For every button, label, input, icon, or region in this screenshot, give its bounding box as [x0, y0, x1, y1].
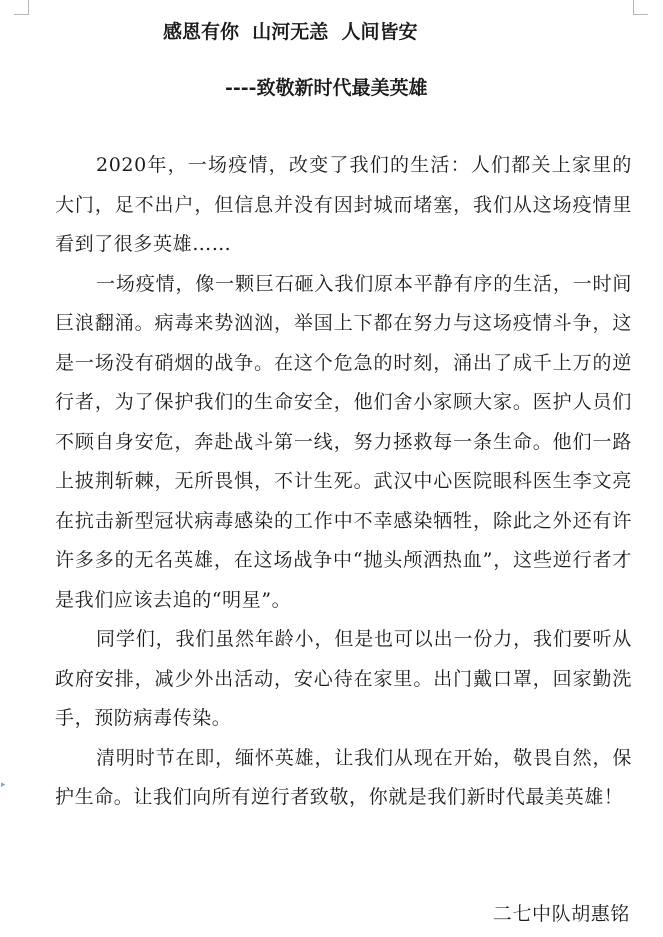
paragraph-3: 同学们，我们虽然年龄小，但是也可以出一份力，我们要听从政府安排，减少外出活动，安心待在家里。出门戴口罩，回家勤洗手，预防病毒传染。	[55, 628, 632, 729]
document-title: 感恩有你 山河无恙 人间皆安	[163, 21, 418, 43]
page-corner-mark-top-right	[633, 0, 648, 15]
margin-marker-icon: ▸	[1, 780, 6, 790]
document-subtitle: ----致敬新时代最美英雄	[225, 77, 428, 99]
paragraph-2: 一场疫情，像一颗巨石砸入我们原本平静有序的生活，一时间巨浪翻涌。病毒来势汹汹，举国上下都在努力与这场疫情斗争，这是一场没有硝烟的战争。在这个危急的时刻，涌出了成千上万的逆行者，为了保护我们的生命安全，他们舍小家顾大家。医护人员们不顾自身安危，奔赴战斗第一线，努力拯救每一条生命。他们一路上披荆斩棘，无所畏惧，不计生死。武汉中心医院眼科医生李文亮在抗击新型冠状病毒感染的工作中不幸感染牺牲，除此之外还有许许多多的无名英雄，在这场战争中“抛头颅洒热血”，这些逆行者才是我们应该去追的“明星”。	[55, 272, 632, 611]
document-body	[55, 146, 632, 818]
paragraph-4: 清明时节在即，缅怀英雄，让我们从现在开始，敬畏自然，保护生命。让我们向所有逆行者致敬，你就是我们新时代最美英雄！	[55, 746, 632, 808]
page-corner-mark-top-left	[14, 0, 29, 15]
paragraph-1: 2020年，一场疫情，改变了我们的生活：人们都关上家里的大门，足不出户，但信息并没有因封城而堵塞，我们从这场疫情里看到了很多英雄……	[55, 154, 632, 255]
author-signature: 二七中队胡惠铭	[492, 903, 630, 925]
